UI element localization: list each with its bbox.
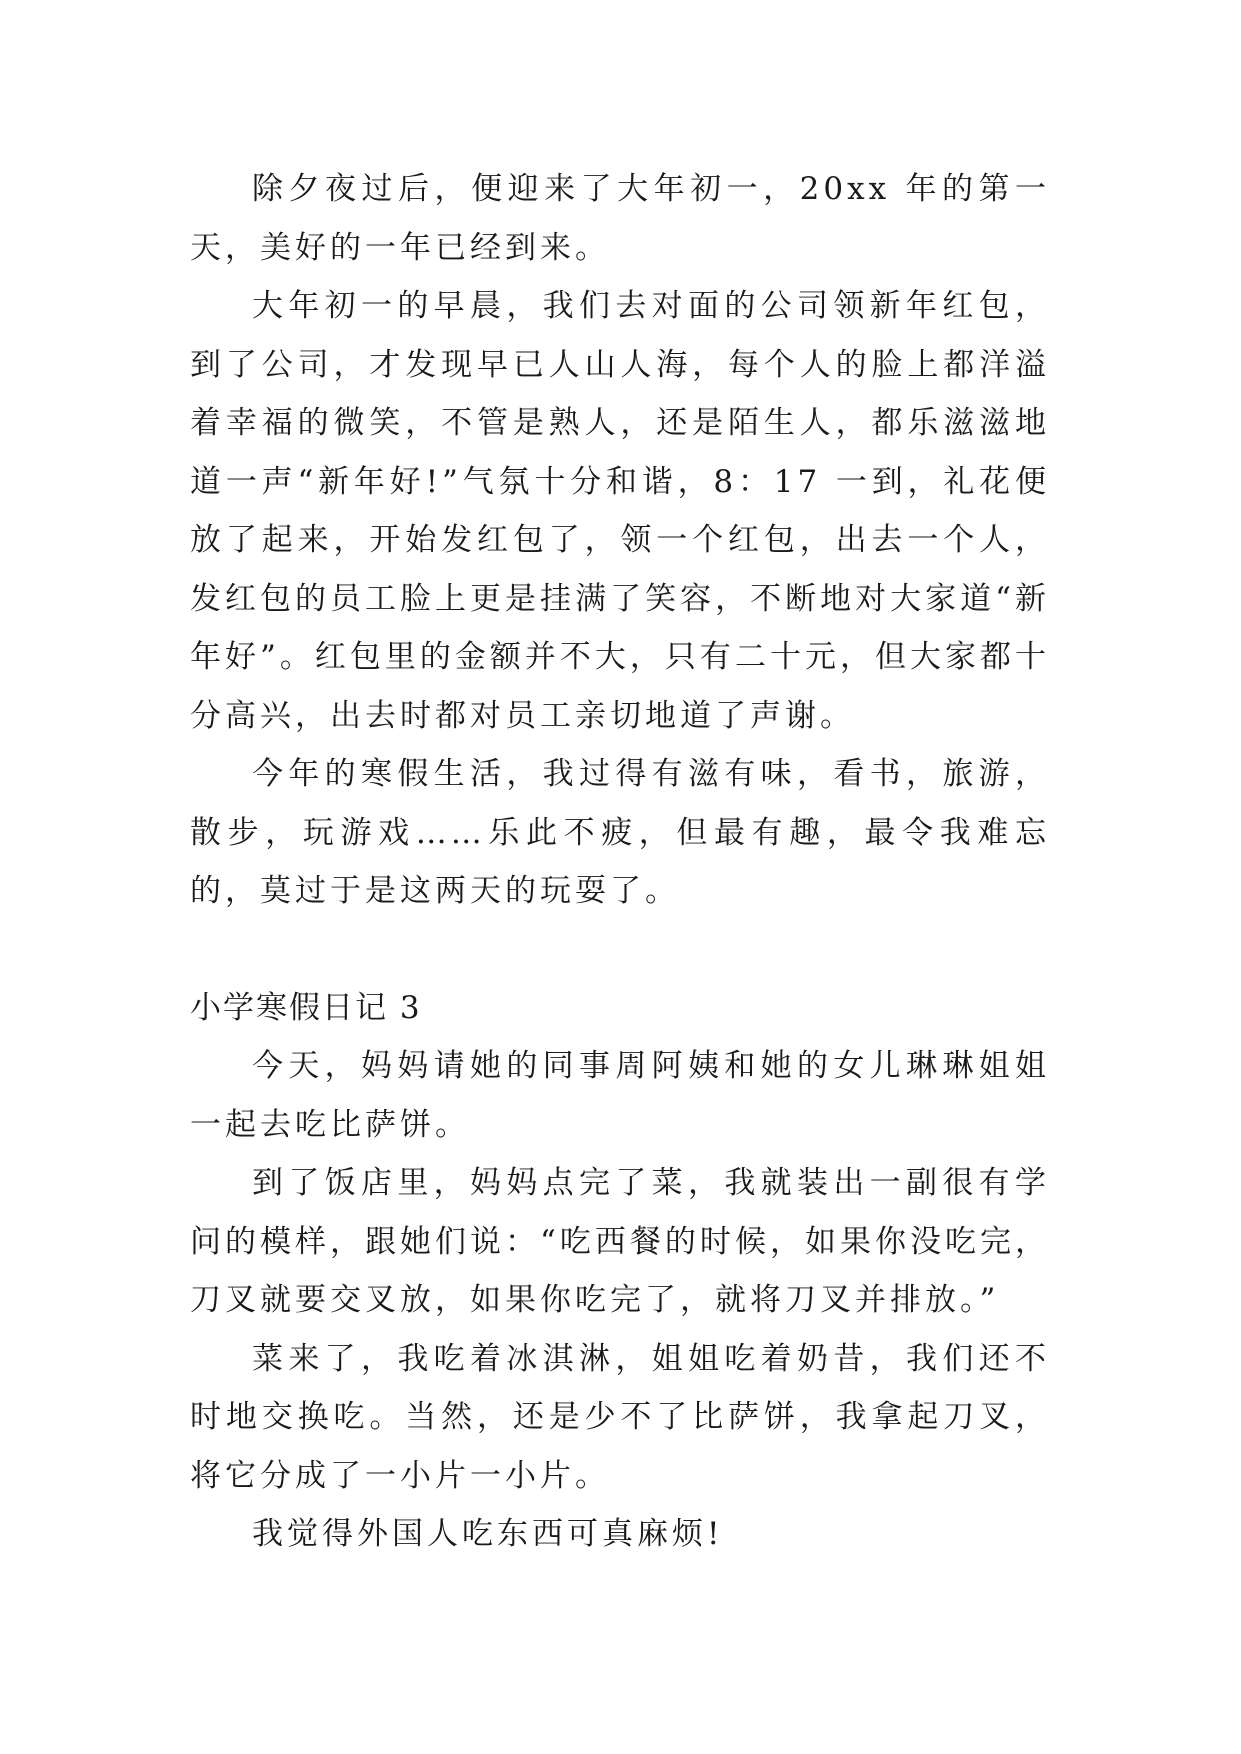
- paragraph: 除夕夜过后，便迎来了大年初一，20xx 年的第一天，美好的一年已经到来。: [190, 171, 1050, 266]
- paragraph: 菜来了，我吃着冰淇淋，姐姐吃着奶昔，我们还不时地交换吃。当然，还是少不了比萨饼，我拿起刀叉，将它分成了一小片一小片。: [190, 1340, 1050, 1494]
- section-heading: 小学寒假日记 3: [190, 989, 422, 1026]
- document-body: [190, 160, 1050, 1564]
- paragraph: 今天，妈妈请她的同事周阿姨和她的女儿琳琳姐姐一起去吃比萨饼。: [190, 1048, 1050, 1143]
- paragraph: 今年的寒假生活，我过得有滋有味，看书，旅游，散步，玩游戏……乐此不疲，但最有趣，最令我难忘的，莫过于是这两天的玩耍了。: [190, 756, 1050, 909]
- paragraph: 大年初一的早晨，我们去对面的公司领新年红包，到了公司，才发现早已人山人海，每个人的脸上都洋溢着幸福的微笑，不管是熟人，还是陌生人，都乐滋滋地道一声“新年好!”气氛十分和谐，8：17 一到，礼花便放了起来，开始发红包了，领一个红包，出去一个人，发红包的员工脸上更是挂满了笑容，不断地对大家道“新年好”。红包里的金额并不大，只有二十元，但大家都十分高兴，出去时都对员工亲切地道了声谢。: [190, 288, 1050, 734]
- paragraph: 我觉得外国人吃东西可真麻烦!: [252, 1516, 724, 1552]
- paragraph: 到了饭店里，妈妈点完了菜，我就装出一副很有学问的模样，跟她们说：“吃西餐的时候，如果你没吃完，刀叉就要交叉放，如果你吃完了，就将刀叉并排放。”: [190, 1165, 1050, 1318]
